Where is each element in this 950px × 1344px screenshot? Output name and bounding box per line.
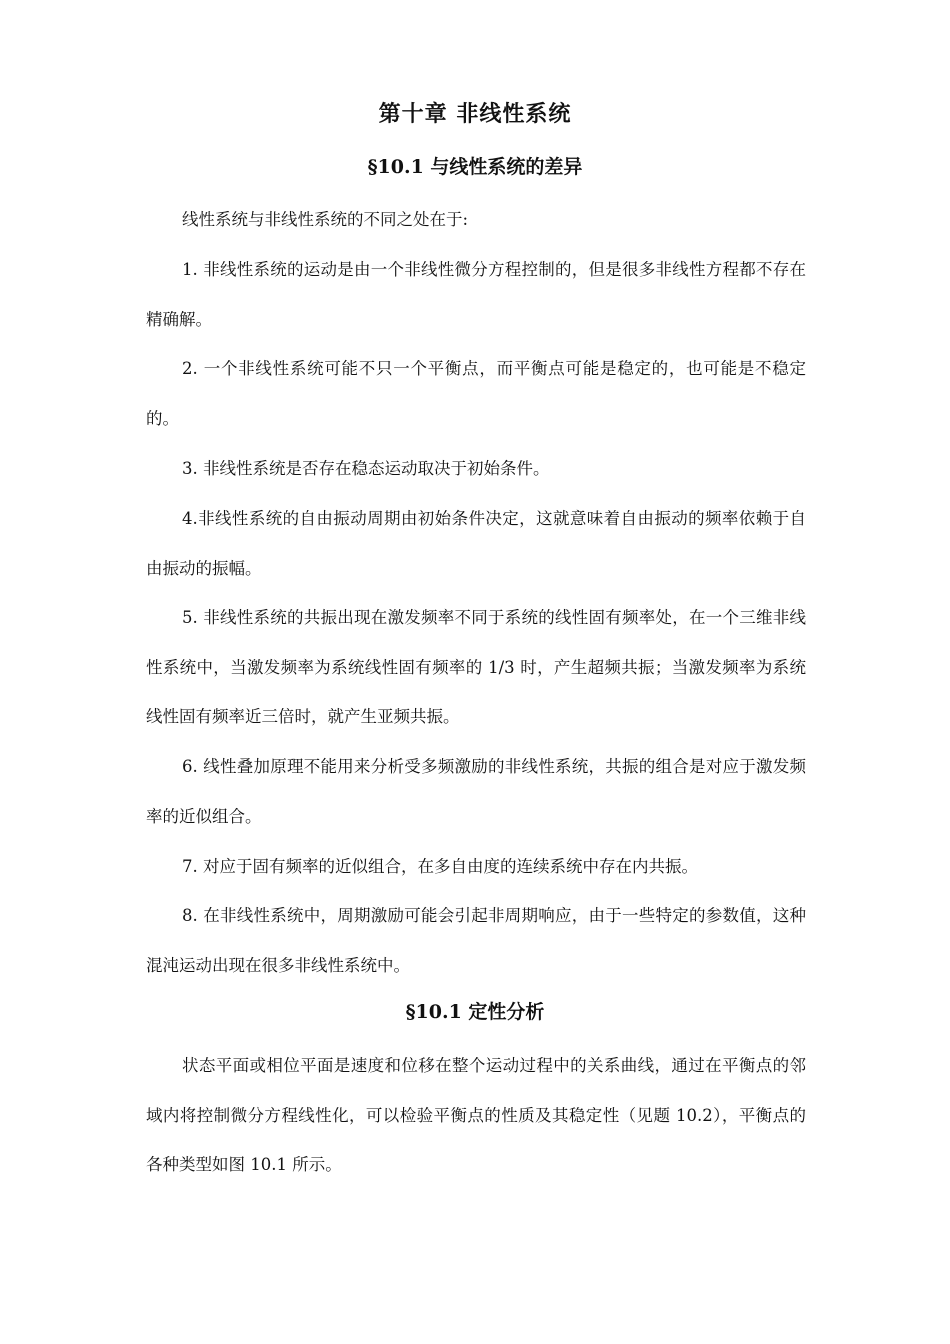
list-item: 3. 非线性系统是否存在稳态运动取决于初始条件。 — [182, 459, 550, 478]
section-paragraph: 状态平面或相位平面是速度和位移在整个运动过程中的关系曲线，通过在平衡点的邻域内将控制微分方程线性化，可以检验平衡点的性质及其稳定性（见题 10.2），平衡点的各种类型如图 10.1 所示。 — [146, 1056, 806, 1175]
list-item: 8. 在非线性系统中，周期激励可能会引起非周期响应，由于一些特定的参数值，这种混沌运动出现在很多非线性系统中。 — [146, 906, 806, 975]
list-item: 4.非线性系统的自由振动周期由初始条件决定，这就意味着自由振动的频率依赖于自由振动的振幅。 — [146, 509, 806, 578]
section-heading-differences: §10.1 与线性系统的差异 — [367, 156, 583, 178]
list-item: 6. 线性叠加原理不能用来分析受多频激励的非线性系统，共振的组合是对应于激发频率的近似组合。 — [146, 757, 806, 826]
section-heading-qualitative-analysis: §10.1 定性分析 — [405, 1001, 545, 1023]
section-intro: 线性系统与非线性系统的不同之处在于: — [182, 210, 469, 229]
list-item: 5. 非线性系统的共振出现在激发频率不同于系统的线性固有频率处，在一个三维非线性系统中，当激发频率为系统线性固有频率的 1/3 时，产生超频共振；当激发频率为系统线性固有频率近三倍时，就产生亚频共振。 — [146, 608, 806, 727]
list-item: 1. 非线性系统的运动是由一个非线性微分方程控制的，但是很多非线性方程都不存在精确解。 — [146, 260, 806, 329]
list-item: 7. 对应于固有频率的近似组合，在多自由度的连续系统中存在内共振。 — [182, 857, 698, 876]
chapter-title: 第十章 非线性系统 — [378, 101, 572, 127]
list-item: 2. 一个非线性系统可能不只一个平衡点，而平衡点可能是稳定的，也可能是不稳定的。 — [146, 359, 806, 428]
